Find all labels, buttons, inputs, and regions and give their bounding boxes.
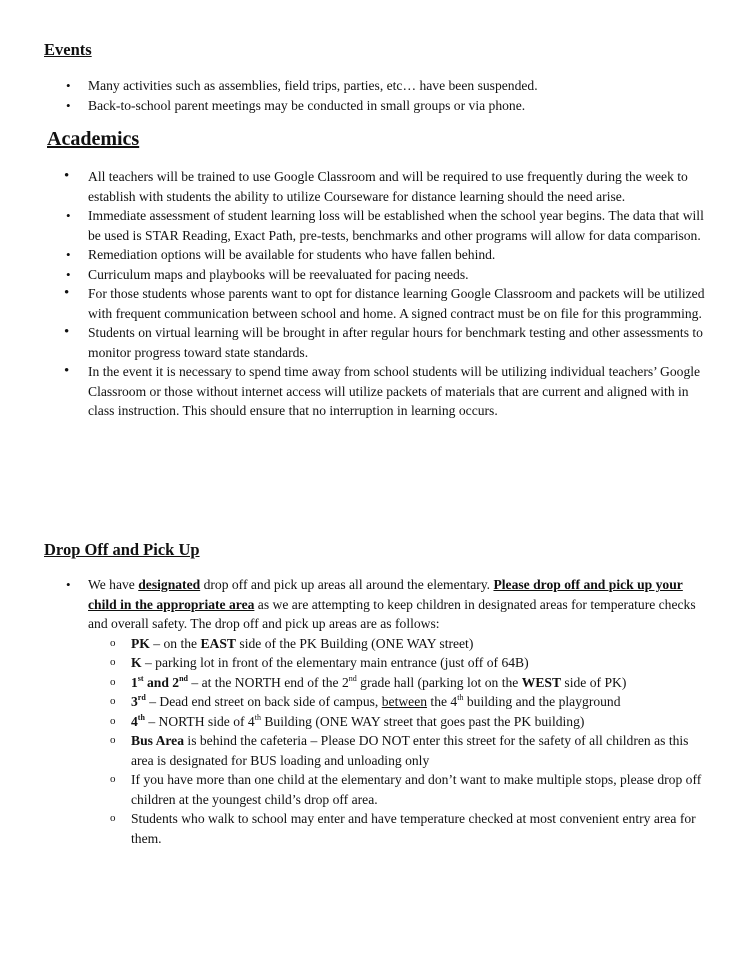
- designated-emphasis: designated: [138, 577, 201, 592]
- drop-off-areas-list: [88, 634, 708, 849]
- circle-bullet-icon: o: [110, 812, 116, 824]
- circle-bullet-icon: o: [110, 675, 116, 688]
- circle-bullet-icon: o: [110, 656, 116, 668]
- bullet-icon: •: [66, 208, 71, 223]
- bullet-icon: •: [66, 78, 71, 93]
- list-item: • Curriculum maps and playbooks will be reevaluated for pacing needs.: [88, 265, 713, 285]
- drop-off-heading: Drop Off and Pick Up: [44, 540, 200, 559]
- list-item: • We have designated drop off and pick up areas all around the elementary. Please drop off and pick up your child in the appropriate area as we are attempting to keep children in designated areas for temperature checks and overall safety. The drop off and pick up areas are as follows: o PK – on the EAST side of the PK Building (ONE WAY street) o K – parking lot in front of the elementary main entrance (just off of 64B) o 1st and 2nd – at the NORTH end of the 2nd grade hall (parking lot on the WEST side of PK) o 3rd – Dead end street on back side of campus, between the 4th building and the playground o 4th – NORTH side of 4th Building (ONE WAY street that goes past the PK building) o Bus Area is behind the cafeteria – Please DO NOT enter this street for the safety of all children as this area is designated for BUS loading and unloading only o If you have more than one child at the elementary and don’t want to make multiple stops, please drop off children at the youngest child’s drop off area. o Students who walk to school may enter and have temperature checked at most convenient entry area for them.: [88, 575, 708, 848]
- bullet-icon: •: [64, 285, 70, 301]
- bullet-icon: •: [66, 247, 71, 262]
- list-item: • All teachers will be trained to use Google Classroom and will be required to use frequently during the week to establish with students the ability to utilize Courseware for distance learning should the need arise.: [64, 168, 688, 204]
- events-heading: Events: [44, 40, 92, 59]
- appropriate-area-emphasis: Please drop off and pick up your child in the appropriate area: [88, 577, 683, 612]
- area-walkers: o Students who walk to school may enter and have temperature checked at most convenient entry area for them.: [110, 811, 696, 846]
- list-item: • For those students whose parents want to opt for distance learning Google Classroom and packets will be utilized with frequent communication between school and home. A signed contract must be on file for this programming.: [64, 285, 705, 321]
- events-list: [66, 76, 728, 115]
- circle-bullet-icon: o: [110, 734, 116, 746]
- area-bus: o Bus Area is behind the cafeteria – Please DO NOT enter this street for the safety of all children as this area is designated for BUS loading and unloading only: [110, 733, 689, 768]
- circle-bullet-icon: o: [110, 714, 116, 727]
- area-k: o K – parking lot in front of the elementary main entrance (just off of 64B): [131, 653, 708, 673]
- circle-bullet-icon: o: [110, 636, 116, 649]
- bullet-icon: •: [64, 324, 70, 340]
- list-item: • In the event it is necessary to spend time away from school students will be utilizing individual teachers’ Google Classroom or those without internet access will utilize packets of materials that are current and aligned with in class instruction. This should ensure that no interruption in learning occurs.: [64, 363, 701, 418]
- academics-heading: Academics: [47, 128, 140, 150]
- bullet-icon: •: [66, 97, 71, 113]
- list-item: • Immediate assessment of student learning loss will be established when the school year begins. The data that will be used is STAR Reading, Exact Path, pre-tests, benchmarks and other programs will allow for data comparison.: [66, 208, 704, 243]
- area-pk: o PK – on the EAST side of the PK Building (ONE WAY street): [131, 634, 708, 654]
- circle-bullet-icon: o: [110, 773, 116, 785]
- bullet-icon: •: [66, 577, 71, 592]
- circle-bullet-icon: o: [110, 695, 116, 707]
- bullet-icon: •: [64, 363, 70, 379]
- bullet-icon: •: [64, 168, 70, 184]
- area-fourth: o 4th – NORTH side of 4th Building (ONE WAY street that goes past the PK building): [131, 712, 708, 732]
- area-third: o 3rd – Dead end street on back side of campus, between the 4th building and the playground: [131, 692, 708, 712]
- list-item: • Back-to-school parent meetings may be conducted in small groups or via phone.: [88, 96, 728, 116]
- list-item: • Many activities such as assemblies, field trips, parties, etc… have been suspended.: [88, 76, 728, 96]
- list-item: • Students on virtual learning will be brought in after regular hours for benchmark testing and other assessments to monitor progress toward state standards.: [64, 324, 703, 360]
- academics-list: [64, 167, 713, 421]
- area-multiple-children: o If you have more than one child at the elementary and don’t want to make multiple stops, please drop off children at the youngest child’s drop off area.: [110, 772, 702, 807]
- list-item: • Remediation options will be available for students who have fallen behind.: [88, 245, 713, 265]
- bullet-icon: •: [66, 266, 71, 282]
- area-first-second: o 1st and 2nd – at the NORTH end of the 2nd grade hall (parking lot on the WEST side of PK): [131, 673, 708, 693]
- drop-off-list: [66, 575, 708, 848]
